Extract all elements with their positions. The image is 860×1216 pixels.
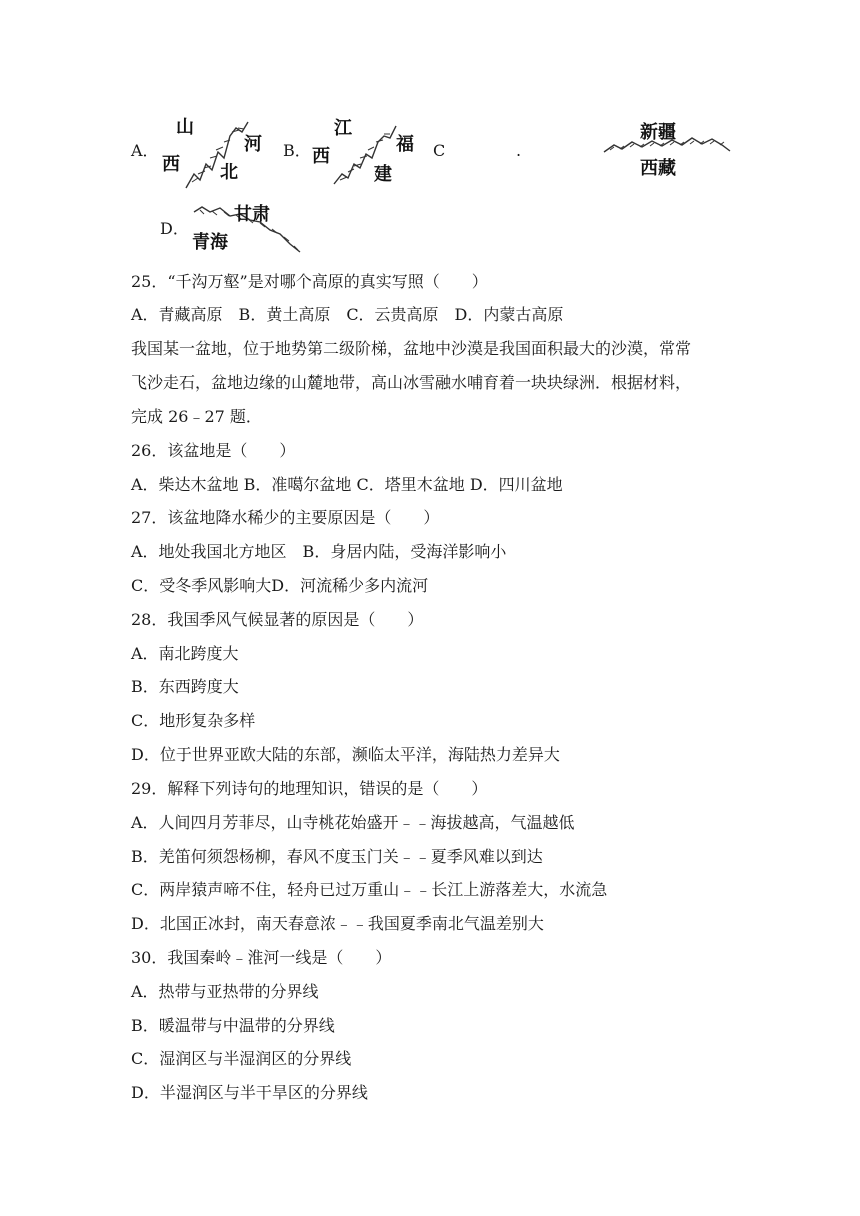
question-30-stem: 30．我国秦岭﹣淮河一线是（ ）	[131, 948, 392, 967]
option-c-letter: C	[433, 141, 446, 160]
option-c-dot: .	[516, 141, 522, 160]
map-label: 福	[396, 134, 414, 155]
map-label: 江	[334, 118, 352, 139]
question-30-option: B．暖温带与中温带的分界线	[131, 1016, 335, 1035]
question-26-options: A．柴达木盆地 B．准噶尔盆地 C．塔里木盆地 D．四川盆地	[131, 475, 563, 494]
question-29-option: D．北国正冰封，南天春意浓﹣﹣我国夏季南北气温差别大	[131, 914, 544, 933]
question-26-stem: 26．该盆地是（ ）	[131, 441, 296, 460]
map-label: 河	[244, 134, 262, 155]
question-28-option: B．东西跨度大	[131, 677, 239, 696]
map-label: 新疆	[640, 122, 676, 143]
map-label: 北	[220, 162, 238, 183]
option-a-map	[158, 108, 268, 190]
map-label: 西	[312, 146, 330, 167]
question-30-option: D．半湿润区与半干旱区的分界线	[131, 1083, 368, 1102]
option-a-letter: A．	[131, 141, 159, 160]
question-27-stem: 27．该盆地降水稀少的主要原因是（ ）	[131, 508, 440, 527]
map-label: 西	[162, 154, 180, 175]
question-29-stem: 29．解释下列诗句的地理知识，错误的是（ ）	[131, 779, 488, 798]
question-29-option: B．羌笛何须怨杨柳，春风不度玉门关﹣﹣夏季风难以到达	[131, 847, 543, 866]
question-28-option: C．地形复杂多样	[131, 711, 256, 730]
question-25-options: A．青藏高原 B．黄土高原 C．云贵高原 D．内蒙古高原	[131, 305, 564, 324]
map-label: 西藏	[640, 158, 676, 179]
map-label: 建	[374, 164, 392, 185]
option-d-map	[190, 198, 306, 258]
option-d-letter: D．	[160, 219, 189, 238]
option-b-map	[308, 108, 418, 190]
question-28-stem: 28．我国季风气候显著的原因是（ ）	[131, 610, 424, 629]
question-29-option: A．人间四月芳菲尽，山寺桃花始盛开﹣﹣海拔越高，气温越低	[131, 813, 575, 832]
question-28-option: A．南北跨度大	[131, 644, 239, 663]
question-28-option: D．位于世界亚欧大陆的东部，濒临太平洋，海陆热力差异大	[131, 745, 560, 764]
map-label: 山	[176, 117, 194, 138]
option-c-map	[600, 114, 732, 182]
map-label: 青海	[192, 232, 228, 253]
mountain-range-icon	[186, 122, 248, 188]
passage-line: 飞沙走石，盆地边缘的山麓地带，高山冰雪融水哺育着一块块绿洲．根据材料，	[131, 373, 692, 392]
passage-line: 我国某一盆地，位于地势第二级阶梯，盆地中沙漠是我国面积最大的沙漠，常常	[131, 339, 692, 358]
passage-line: 完成 26﹣27 题．	[131, 407, 262, 426]
option-b-letter: B．	[283, 141, 311, 160]
question-30-option: C．湿润区与半湿润区的分界线	[131, 1049, 352, 1068]
question-27-options: A．地处我国北方地区 B．身居内陆，受海洋影响小	[131, 542, 507, 561]
question-30-option: A．热带与亚热带的分界线	[131, 982, 319, 1001]
question-27-options: C．受冬季风影响大D．河流稀少多内流河	[131, 576, 429, 595]
question-25-stem: 25．“千沟万壑”是对哪个高原的真实写照（ ）	[131, 272, 488, 291]
question-29-option: C．两岸猿声啼不住，轻舟已过万重山﹣﹣长江上游落差大，水流急	[131, 880, 608, 899]
map-label: 甘肃	[234, 204, 270, 225]
